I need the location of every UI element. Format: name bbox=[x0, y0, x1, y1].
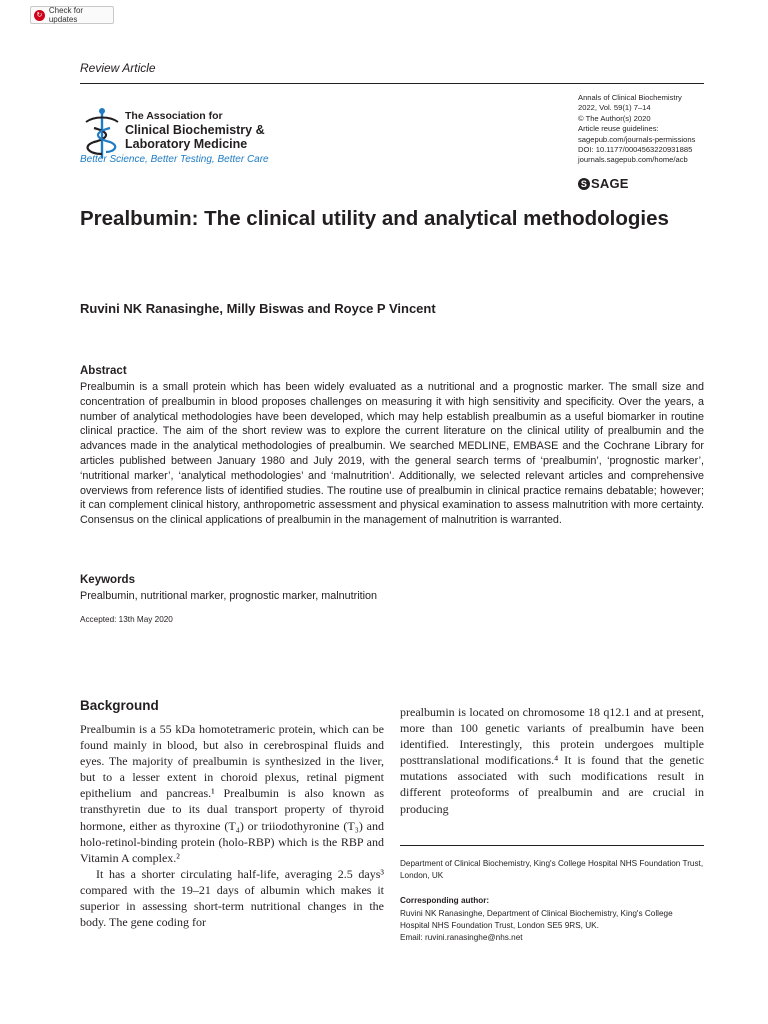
author-affiliation: Department of Clinical Biochemistry, King's College Hospital NHS Foundation Trust, London, UK bbox=[400, 859, 704, 880]
accepted-date: Accepted: 13th May 2020 bbox=[80, 615, 173, 624]
article-title: Prealbumin: The clinical utility and analytical methodologies bbox=[80, 207, 669, 230]
logo-line-3: Laboratory Medicine bbox=[125, 137, 248, 151]
author-list: Ruvini NK Ranasinghe, Milly Biswas and Royce P Vincent bbox=[80, 301, 436, 316]
reuse-guidelines: Article reuse guidelines: bbox=[578, 124, 659, 134]
journal-meta bbox=[578, 93, 718, 166]
logo-line-2: Clinical Biochemistry & bbox=[125, 123, 265, 137]
sage-logo bbox=[578, 176, 629, 191]
corresponding-author-block bbox=[400, 908, 704, 944]
check-for-updates-button[interactable] bbox=[30, 6, 114, 24]
article-type: Review Article bbox=[80, 61, 156, 75]
copyright: © The Author(s) 2020 bbox=[578, 113, 651, 123]
background-paragraph-1: Prealbumin is a 55 kDa homotetrameric protein, which can be found mainly in blood, but also in cerebrospinal fluids and eyes. The majority of prealbumin is synthesized in the liver, but to a lesser extent in choroid plexus, retinal pigment epithelium and pancreas.¹ Prealbumin is also known as transthyretin due to its dual transport property of thyroid hormone, either as thyroxine (T₄) or triiodothyronine (T₃) and holo-retinol-binding protein (holo-RBP) which is the RBP and Vitamin A complex.² bbox=[80, 722, 384, 865]
journal-name: Annals of Clinical Biochemistry bbox=[578, 93, 682, 102]
body-right-column bbox=[400, 704, 704, 817]
journal-volume: 2022, Vol. 59(1) 7–14 bbox=[578, 103, 651, 113]
reuse-link[interactable]: sagepub.com/journals-permissions bbox=[578, 134, 696, 144]
corresponding-author-address: Ruvini NK Ranasinghe, Department of Clinical Biochemistry, King's College Hospital NHS Foundation Trust, London SE5 9RS, UK. bbox=[400, 909, 673, 930]
footnote-divider bbox=[400, 845, 704, 846]
journal-home-link[interactable]: journals.sagepub.com/home/acb bbox=[578, 155, 688, 165]
background-paragraph-2: It has a shorter circulating half-life, averaging 2.5 days³ compared with the 19–21 days of albumin which makes it superior in assessing short-term nutritional changes in the body. The gene coding for bbox=[80, 866, 384, 930]
abstract-heading: Abstract bbox=[80, 365, 127, 377]
corresponding-author-heading: Corresponding author: bbox=[400, 896, 490, 905]
check-for-updates-label: Check for updates bbox=[48, 6, 84, 24]
background-paragraph-3: prealbumin is located on chromosome 18 q12.1 and at present, more than 100 genetic variants of prealbumin have been identified. Interestingly, this protein undergoes multiple posttranslational modifications.⁴ It is found that the genetic mutations associated with such modifications result in different proteoforms of prealbumin and are crucial in producing bbox=[400, 705, 704, 816]
sage-logo-text: SAGE bbox=[591, 176, 629, 191]
updates-icon: ↻ bbox=[34, 10, 45, 21]
logo-line-1: The Association for bbox=[125, 110, 223, 122]
doi-link[interactable]: DOI: 10.1177/0004563220931885 bbox=[578, 145, 693, 155]
sage-s-icon: S bbox=[578, 178, 590, 190]
body-left-column bbox=[80, 721, 384, 930]
background-heading: Background bbox=[80, 698, 159, 713]
abstract-text: Prealbumin is a small protein which has been widely evaluated as a nutritional and a prognostic marker. The small size and concentration of prealbumin in blood proposes challenges on measuring it with high sensitivity and specificity. Over the years, a number of analytical methodologies have been developed, which may help establish prealbumin as a useful biomarker in routine clinical practice. The aim of the short review was to explore the current literature on the clinical utility of prealbumin and the advances made in the analytical methodologies of prealbumin. We searched MEDLINE, EMBASE and the Cochrane Library for articles published between January 1980 and July 2019, with the general search terms of ‘prealbumin’, ‘prognostic marker’, ‘nutritional marker’, ‘analytical methodologies’ and ‘malnutrition’. Additionally, we selected relevant articles and comprehensive overviews from reference lists of identified studies. The routine use of prealbumin in clinical practice remains debatable; however; it can complement clinical history, anthropometric assessment and physical examination to assess malnutrition with more certainty. Consensus on the clinical applications of prealbumin in the management of malnutrition is warranted. bbox=[80, 381, 704, 527]
keywords-heading: Keywords bbox=[80, 574, 135, 586]
header-divider bbox=[80, 83, 704, 84]
corresponding-author-email[interactable]: Email: ruvini.ranasinghe@nhs.net bbox=[400, 933, 523, 942]
logo-tagline: Better Science, Better Testing, Better Care bbox=[80, 154, 269, 165]
keywords-text: Prealbumin, nutritional marker, prognostic marker, malnutrition bbox=[80, 590, 378, 602]
association-logo-text bbox=[125, 110, 325, 151]
